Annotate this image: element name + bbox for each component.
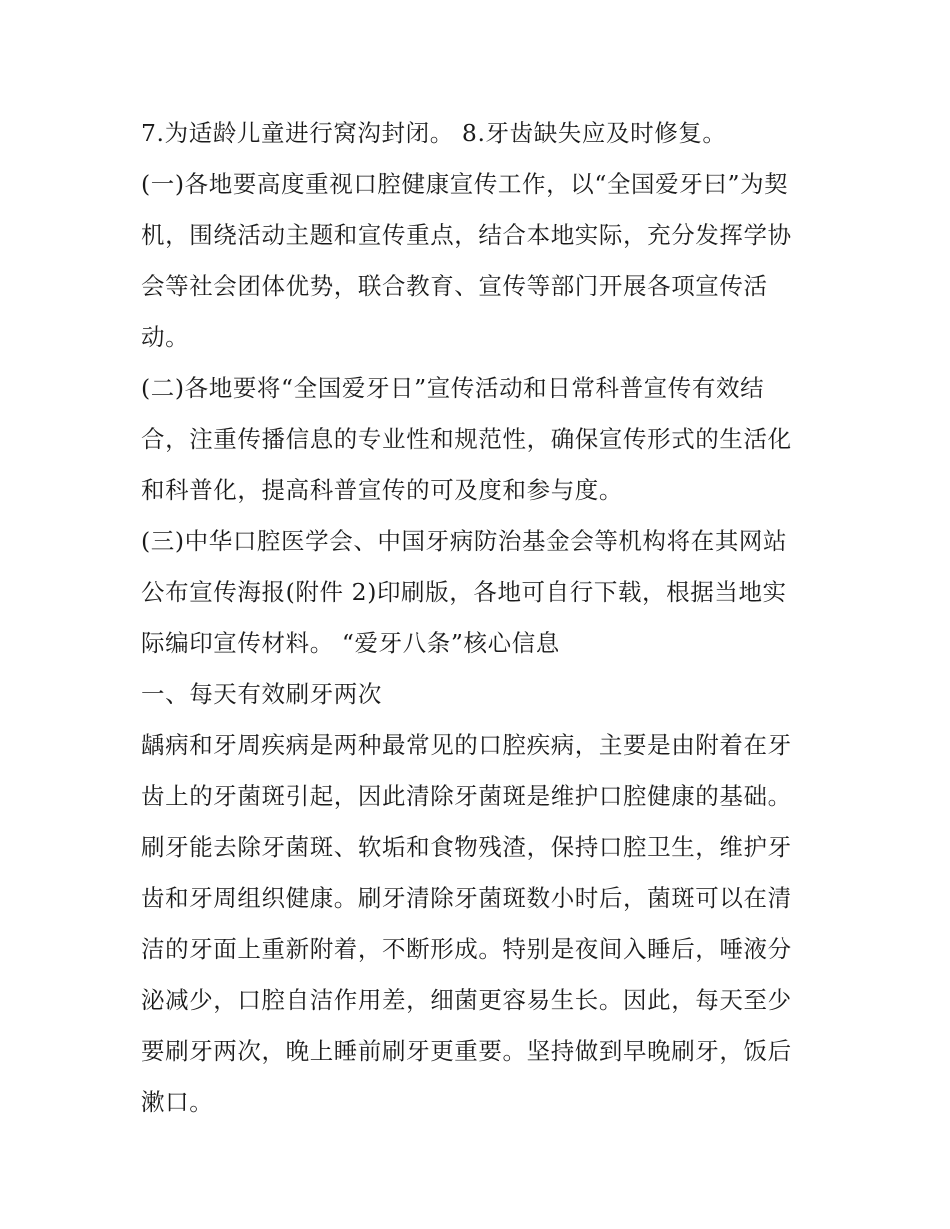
text-line: 泌减少，口腔自洁作用差，细菌更容易生长。因此，每天至少 [141,986,792,1014]
section-heading: 一、每天有效刷牙两次 [141,680,382,708]
text-line: 动。 [141,323,190,351]
text-line: (二)各地要将“全国爱牙日”宣传活动和日常科普宣传有效结 [141,374,765,402]
text-line: (一)各地要高度重视口腔健康宣传工作，以“全国爱牙曰”为契 [141,170,789,198]
text-line: 合，注重传播信息的专业性和规范性，确保宣传形式的生活化 [141,425,792,453]
text-line: 和科普化，提高科普宣传的可及度和参与度。 [141,476,623,504]
text-line: 漱口。 [141,1088,214,1116]
document-body [141,108,821,1128]
text-line: 龋病和牙周疾病是两种最常见的口腔疾病，主要是由附着在牙 [141,731,792,759]
text-line: 齿上的牙菌斑引起，因此清除牙菌斑是维护口腔健康的基础。 [141,782,792,810]
text-line: 会等社会团体优势，联合教育、宣传等部门开展各项宣传活 [141,272,768,300]
text-line: 机，围绕活动主题和宣传重点，结合本地实际，充分发挥学协 [141,221,792,249]
text-line: 7.为适龄儿童进行窝沟封闭。 8.牙齿缺失应及时修复。 [141,119,727,147]
text-line: 齿和牙周组织健康。刷牙清除牙菌斑数小时后，菌斑可以在清 [141,884,792,912]
text-line: 洁的牙面上重新附着，不断形成。特别是夜间入睡后，唾液分 [141,935,792,963]
text-line: 刷牙能去除牙菌斑、软垢和食物残渣，保持口腔卫生，维护牙 [141,833,792,861]
text-line: (三)中华口腔医学会、中国牙病防治基金会等机构将在其网站 [141,527,788,555]
text-line: 际编印宣传材料。 “爱牙八条”核心信息 [141,629,560,657]
text-line: 公布宣传海报(附件 2)印刷版，各地可自行下载，根据当地实 [141,578,787,606]
text-line: 要刷牙两次，晚上睡前刷牙更重要。坚持做到早晚刷牙，饭后 [141,1037,792,1065]
